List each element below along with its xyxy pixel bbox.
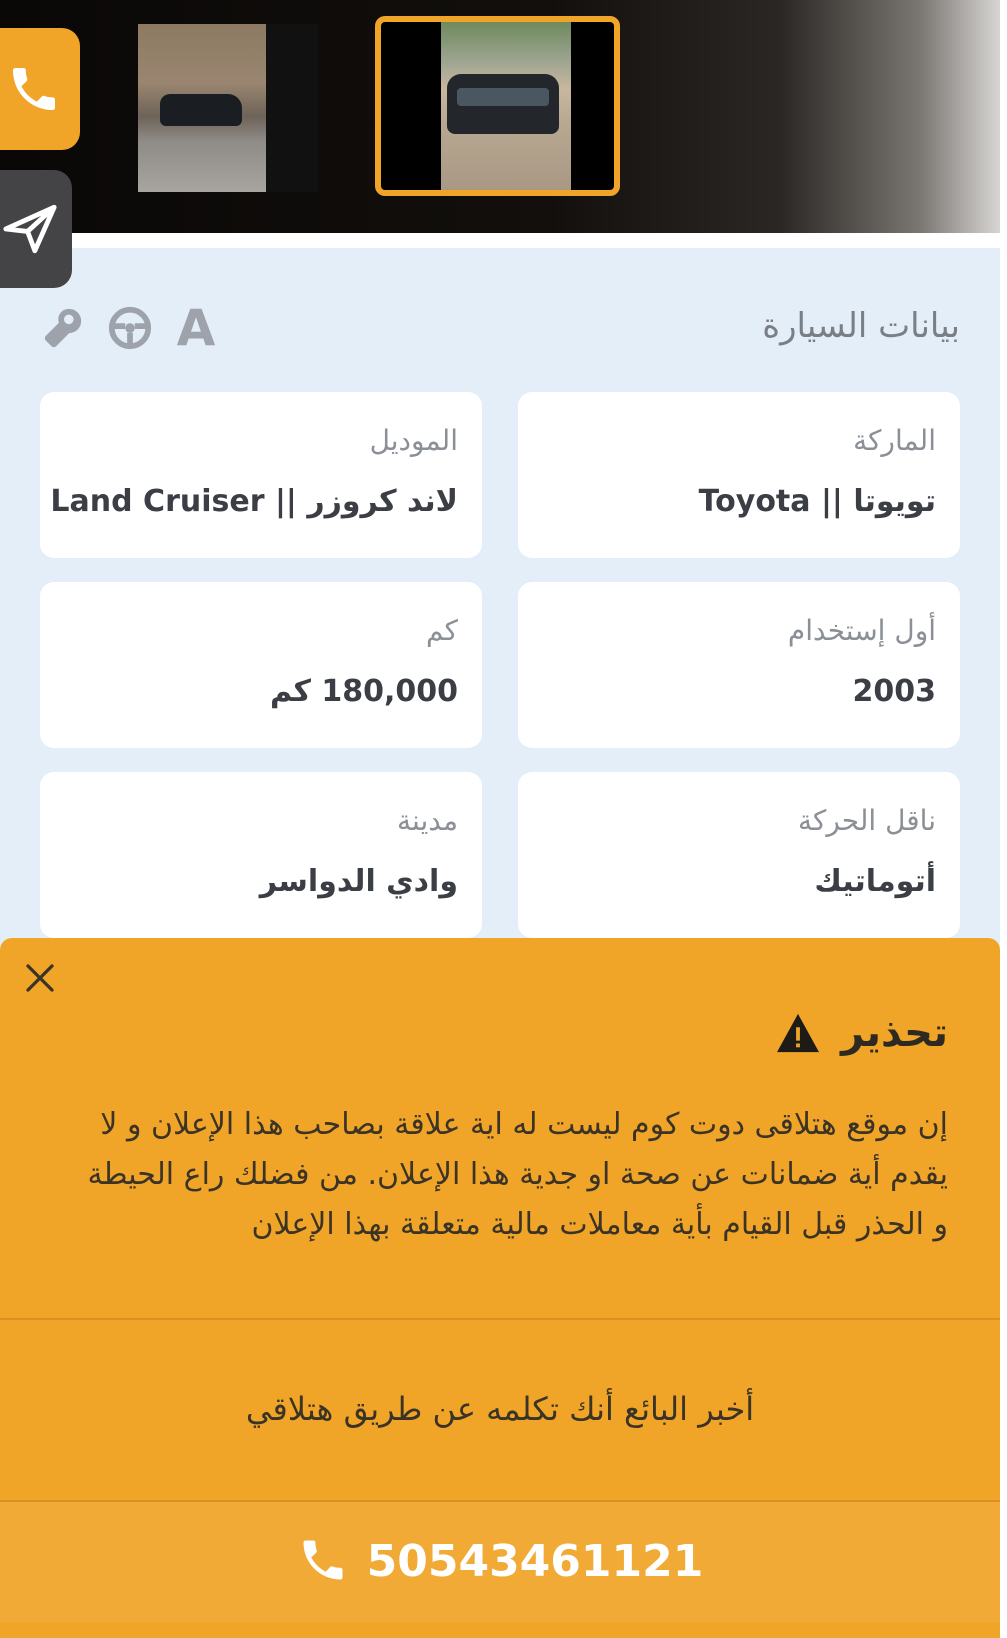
card-value: 2003 bbox=[852, 674, 936, 709]
card-value: وادي الدواسر bbox=[259, 864, 458, 899]
warning-sheet bbox=[0, 938, 1000, 1638]
card-mileage bbox=[40, 582, 482, 748]
share-icon bbox=[1, 200, 59, 258]
card-label: كم bbox=[426, 614, 458, 647]
gallery-thumbnail-selected[interactable] bbox=[375, 16, 620, 196]
card-label: مدينة bbox=[397, 804, 458, 837]
phone-icon bbox=[297, 1534, 349, 1586]
phone-icon bbox=[6, 61, 62, 117]
card-first-use bbox=[518, 582, 960, 748]
tell-seller-text: أخبر البائع أنك تكلمه عن طريق هتلاقي bbox=[245, 1390, 755, 1428]
divider bbox=[0, 1318, 1000, 1320]
card-label: الموديل bbox=[369, 424, 458, 457]
close-icon bbox=[22, 960, 58, 996]
card-value: 180,000 كم bbox=[269, 674, 458, 709]
card-value: أتوماتيك bbox=[814, 864, 936, 899]
card-value: لاند كروزر || Land Cruiser bbox=[50, 484, 458, 519]
card-value: تويوتا || Toyota bbox=[698, 484, 936, 519]
warning-icon bbox=[775, 1012, 821, 1054]
close-button[interactable] bbox=[18, 956, 62, 1000]
warning-heading bbox=[775, 1010, 948, 1056]
header-icons bbox=[40, 299, 220, 357]
wrench-icon[interactable] bbox=[40, 304, 88, 352]
gallery-thumbnail[interactable] bbox=[138, 24, 318, 192]
card-brand bbox=[518, 392, 960, 558]
car-data-panel bbox=[0, 248, 1000, 948]
auto-letter: A bbox=[176, 299, 216, 357]
card-label: أول إستخدام bbox=[787, 614, 936, 647]
section-title: بيانات السيارة bbox=[762, 306, 960, 346]
transmission-auto-icon[interactable] bbox=[172, 299, 220, 357]
panel-header bbox=[0, 296, 1000, 366]
image-gallery bbox=[0, 0, 1000, 233]
call-seller-button[interactable] bbox=[0, 1502, 1000, 1622]
card-label: الماركة bbox=[853, 424, 936, 457]
card-label: ناقل الحركة bbox=[798, 804, 936, 837]
card-city bbox=[40, 772, 482, 938]
call-button[interactable] bbox=[0, 28, 80, 150]
phone-number: 50543461121 bbox=[366, 1536, 704, 1587]
card-transmission bbox=[518, 772, 960, 938]
steering-wheel-icon[interactable] bbox=[106, 304, 154, 352]
car-photo bbox=[138, 24, 266, 192]
share-button[interactable] bbox=[0, 170, 72, 288]
warning-title: تحذير bbox=[841, 1010, 948, 1056]
card-model bbox=[40, 392, 482, 558]
car-photo bbox=[441, 22, 571, 190]
warning-text: إن موقع هتلاقى دوت كوم ليست له اية علاقة بصاحب هذا الإعلان و لا يقدم أية ضمانات عن صحة او جدية هذا الإعلان. من فضلك راع الحيطة و الحذر قبل القيام بأية معاملات مالية متعلقة بهذا الإعلان bbox=[87, 1107, 948, 1242]
